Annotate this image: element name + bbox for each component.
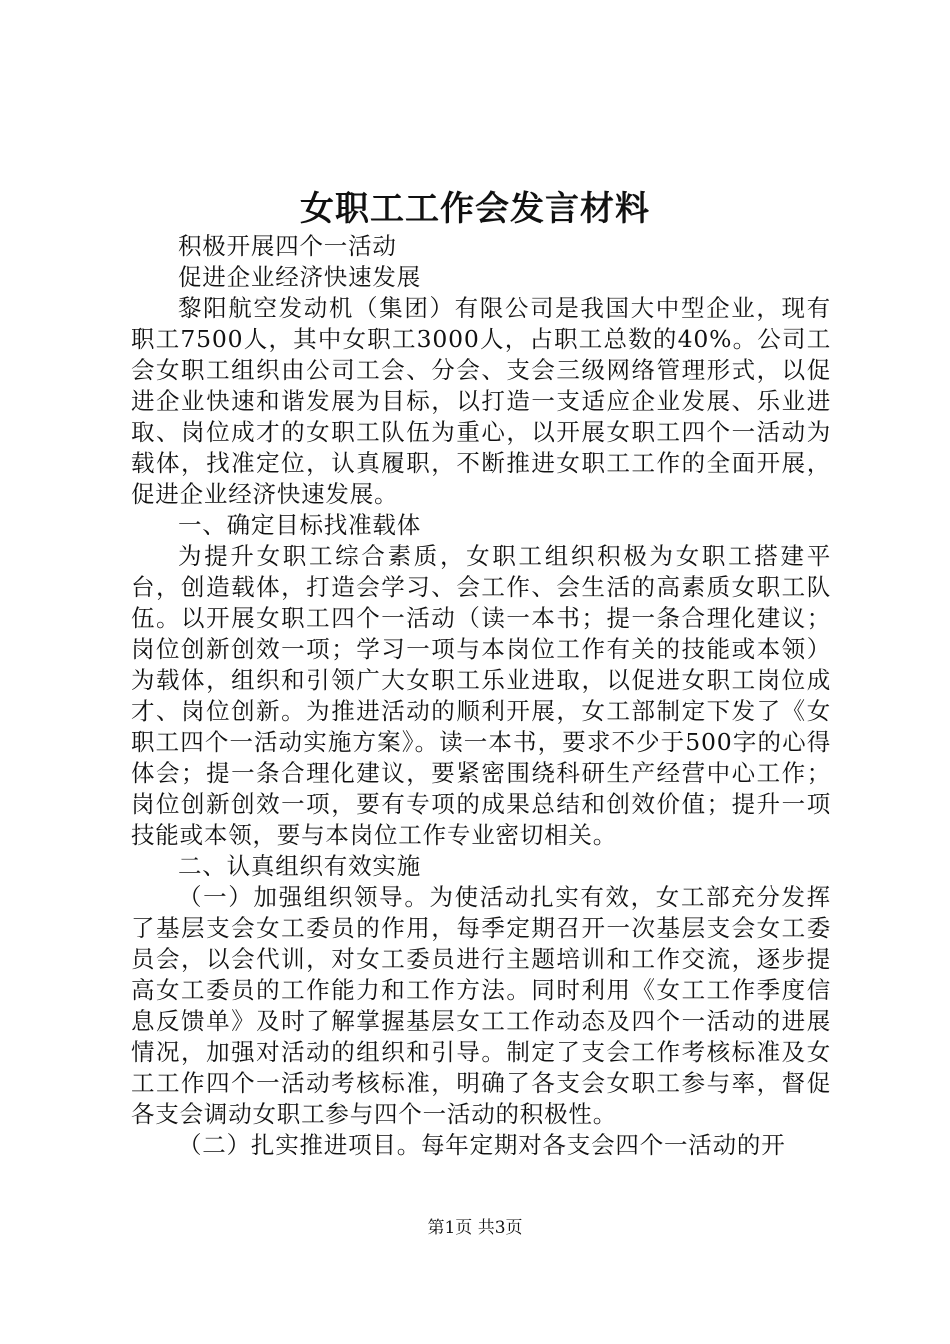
section-heading-2: 二、认真组织有效实施: [178, 852, 421, 880]
subtitle-line-1: 积极开展四个一活动: [178, 232, 397, 260]
document-title: 女职工工作会发言材料: [300, 189, 650, 229]
document-body: [131, 231, 831, 1161]
page-number-footer: 第1页 共3页: [427, 1218, 523, 1238]
section-1-paragraph: 为提升女职工综合素质，女职工组织积极为女职工搭建平台，创造载体，打造会学习、会工作、会生活的高素质女职工队伍。以开展女职工四个一活动（读一本书；提一条合理化建议；岗位创新创效一项；学习一项与本岗位工作有关的技能或本领）为载体，组织和引领广大女职工乐业进取，以促进女职工岗位成才、岗位创新。为推进活动的顺利开展，女工部制定下发了《女职工四个一活动实施方案》。读一本书，要求不少于500字的心得体会；提一条合理化建议，要紧密围绕科研生产经营中心工作；岗位创新创效一项，要有专项的成果总结和创效价值；提升一项技能或本领，要与本岗位工作专业密切相关。: [131, 542, 831, 849]
section-2-paragraph-2: （二）扎实推进项目。每年定期对各支会四个一活动的开: [178, 1131, 786, 1159]
section-heading-1: 一、确定目标找准载体: [178, 511, 421, 539]
section-2-paragraph-1: （一）加强组织领导。为使活动扎实有效，女工部充分发挥了基层支会女工委员的作用，每季定期召开一次基层支会女工委员会，以会代训，对女工委员进行主题培训和工作交流，逐步提高女工委员的工作能力和工作方法。同时利用《女工工作季度信息反馈单》及时了解掌握基层女工工作动态及四个一活动的进展情况，加强对活动的组织和引导。制定了支会工作考核标准及女工工作四个一活动考核标准，明确了各支会女职工参与率，督促各支会调动女职工参与四个一活动的积极性。: [131, 883, 831, 1128]
subtitle-line-2: 促进企业经济快速发展: [178, 263, 421, 291]
intro-paragraph: 黎阳航空发动机（集团）有限公司是我国大中型企业，现有职工7500人，其中女职工3000人，占职工总数的40%。公司工会女职工组织由公司工会、分会、支会三级网络管理形式，以促进企业快速和谐发展为目标，以打造一支适应企业发展、乐业进取、岗位成才的女职工队伍为重心，以开展女职工四个一活动为载体，找准定位，认真履职，不断推进女职工工作的全面开展，促进企业经济快速发展。: [131, 294, 831, 508]
